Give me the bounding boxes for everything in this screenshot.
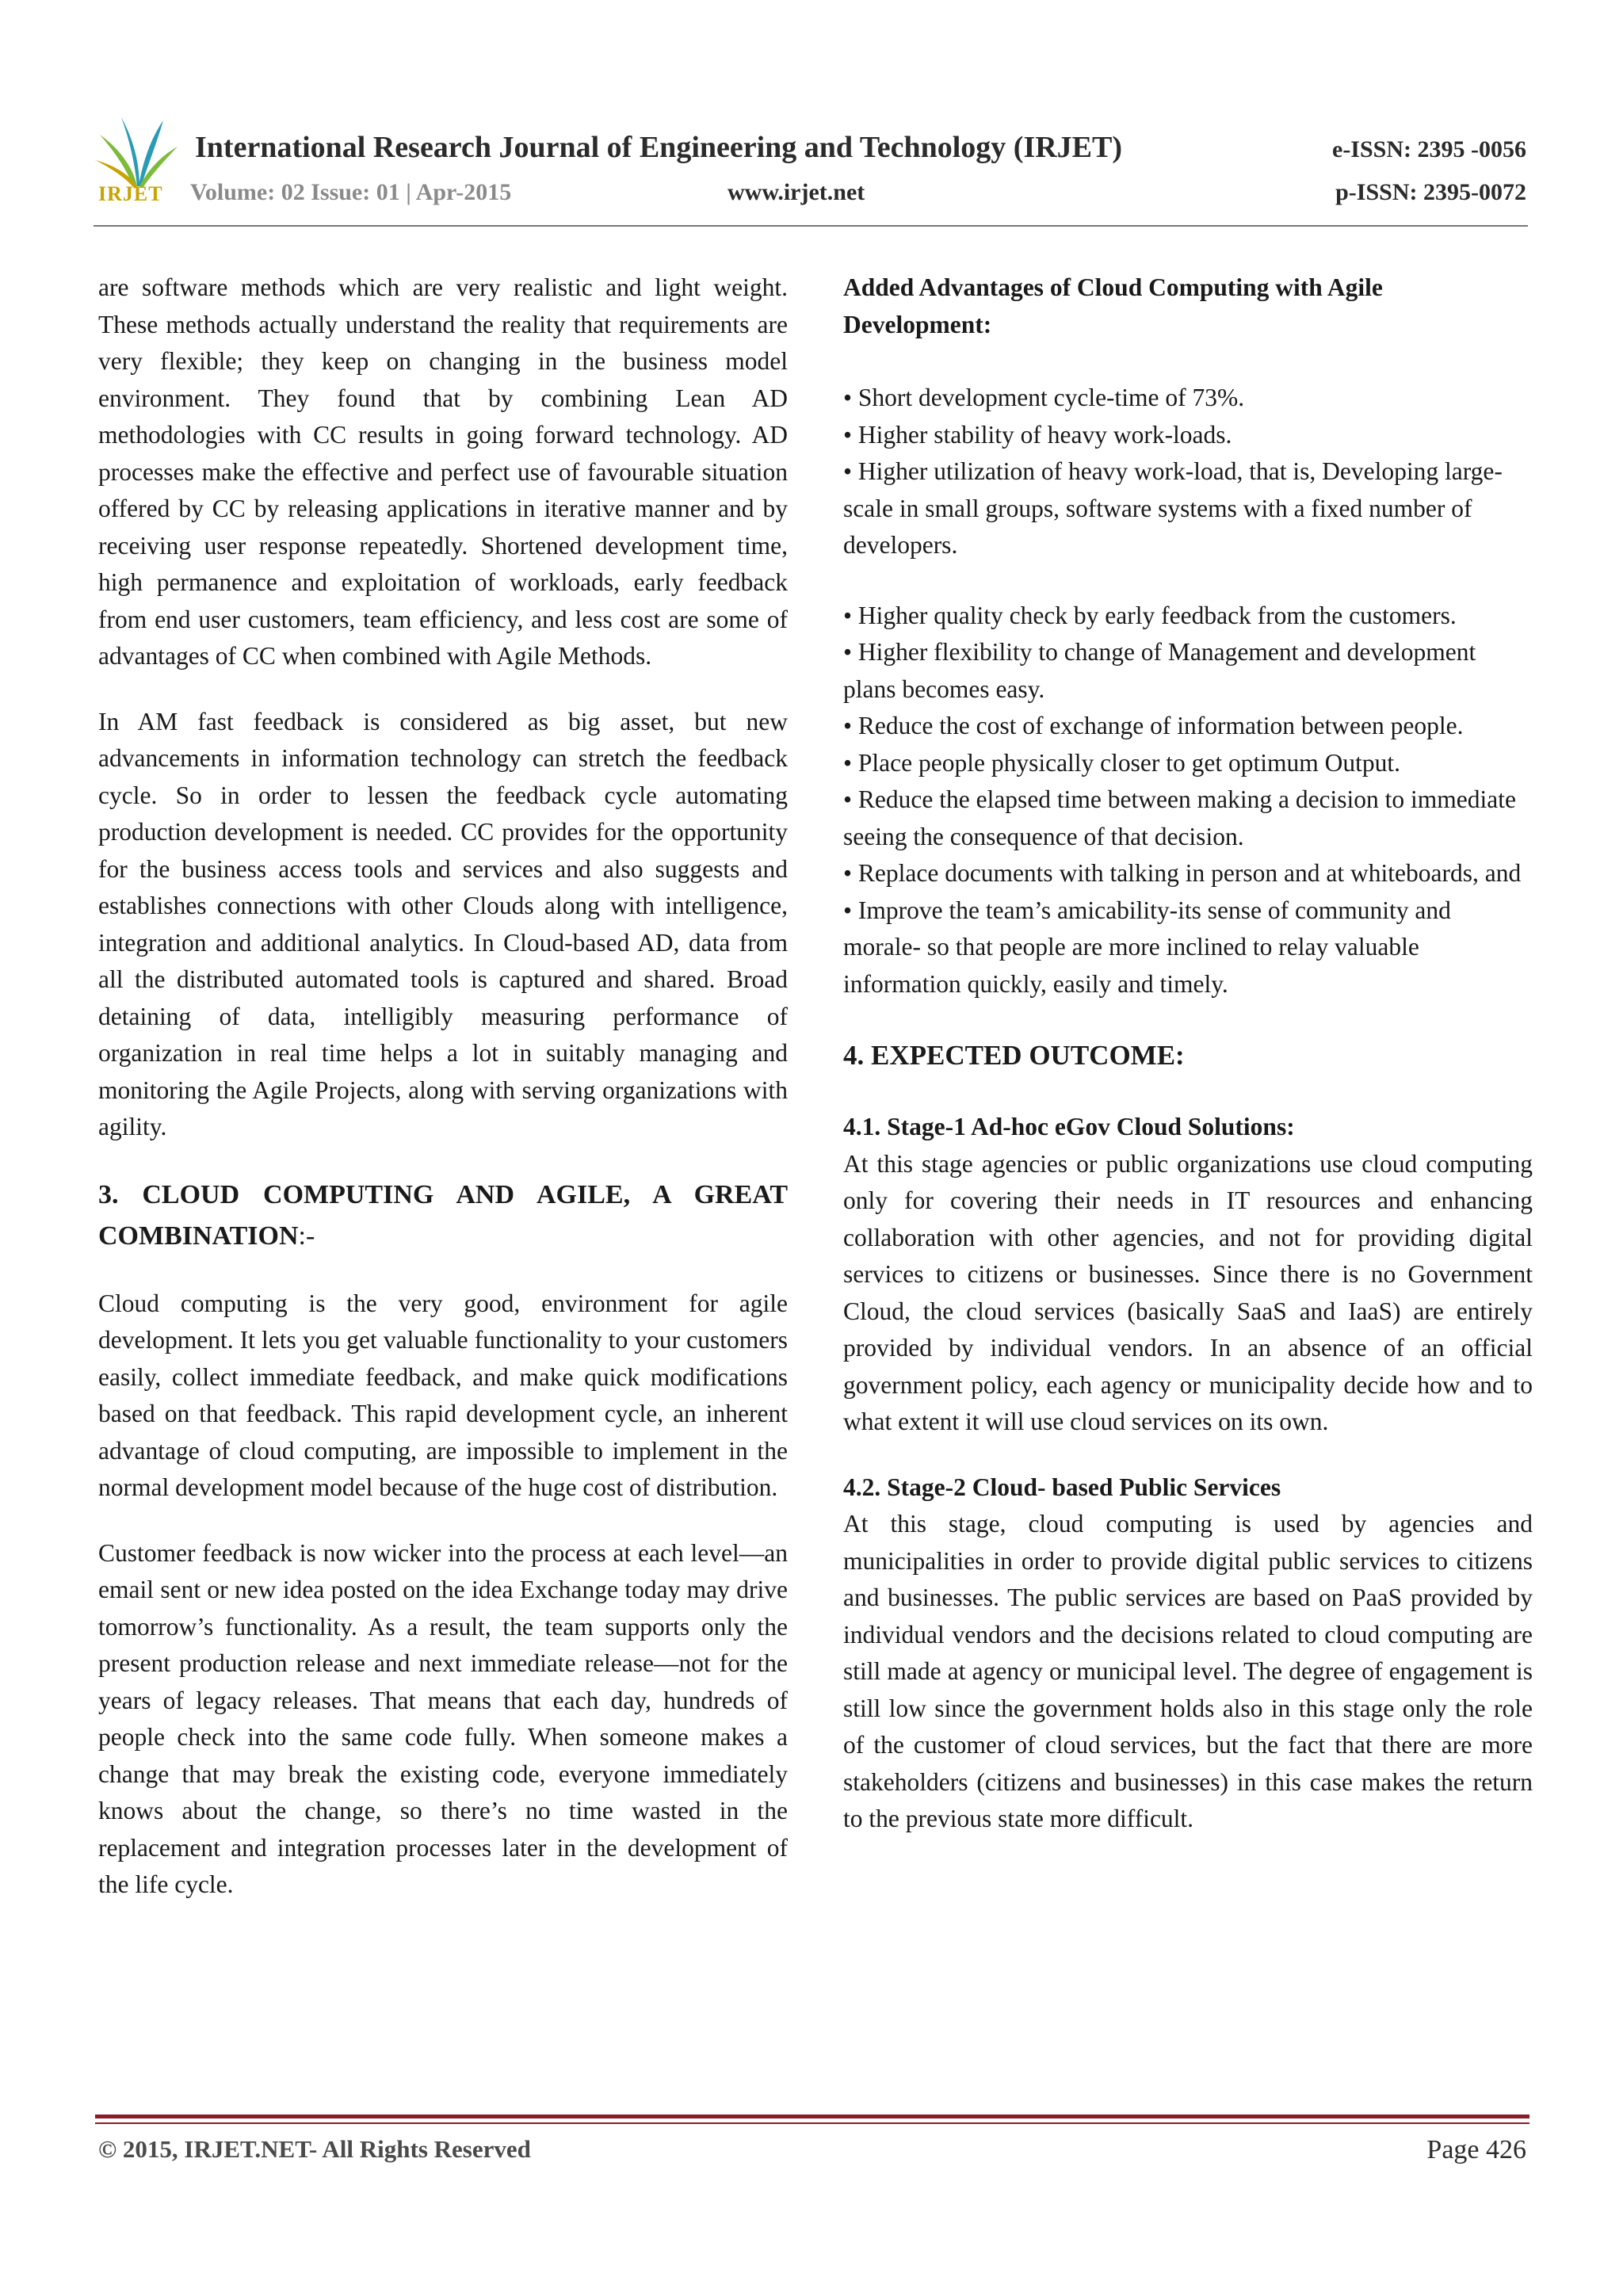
advantages-title: Added Advantages of Cloud Computing with Agile Development: bbox=[843, 273, 1383, 338]
advantages-list-1 bbox=[843, 380, 1533, 564]
subsection-4-2-heading: 4.2. Stage-2 Cloud- based Public Services bbox=[843, 1473, 1281, 1501]
paragraph-customer-feedback: Customer feedback is now wicker into the process at each level—an email sent or new idea posted on the idea Exchange today may drive tomorrow’s functionality. As a result, the team supports only the present production release and next immediate release—not for the years of legacy releases. That means that each day, hundreds of people check into the same code fully. When someone makes a change that may break the existing code, everyone immediately knows about the change, so there’s no time wasted in the replacement and integration processes later in the development of the life cycle. bbox=[98, 1538, 788, 1898]
footer-divider bbox=[95, 2115, 1529, 2118]
list-item: • Higher flexibility to change of Management and development plans becomes easy. bbox=[843, 638, 1476, 703]
page-header bbox=[0, 0, 1623, 238]
left-column bbox=[98, 269, 788, 1904]
list-item: • Improve the team’s amicability-its sense of community and morale- so that people are more inclined to relay valuable information quickly, easily and timely. bbox=[843, 896, 1451, 998]
journal-website-link[interactable]: www.irjet.net bbox=[727, 179, 865, 205]
paragraph-fast-feedback: In AM fast feedback is considered as big asset, but new advancements in information technology can stretch the feedback cycle. So in order to lessen the feedback cycle automating production development is needed. CC provides for the opportunity for the business access tools and services and also suggests and establishes connections with other Clouds along with intelligence, integration and additional analytics. In Cloud-based AD, data from all the distributed automated tools is captured and shared. Broad detaining of data, intelligibly measuring performance of organization in real time helps a lot in suitably managing and monitoring the Agile Projects, along with serving organizations with agility. bbox=[98, 707, 788, 1140]
paragraph-agile-intro: are software methods which are very realistic and light weight. These methods actually understand the reality that requirements are very flexible; they keep on changing in the business model environment. They found that by combining Lean AD methodologies with CC results in going forward technology. AD processes make the effective and perfect use of favourable situation offered by CC by releasing applications in iterative manner and by receiving user response repeatedly. Shortened development time, high permanence and exploitation of workloads, early feedback from end user customers, team efficiency, and less cost are some of advantages of CC when combined with Agile Methods. bbox=[98, 273, 788, 670]
journal-title: International Research Journal of Engineering and Technology (IRJET) bbox=[195, 131, 1123, 164]
paragraph-stage-2: At this stage, cloud computing is used by agencies and municipalities in order to provide digital public services to citizens and businesses. The public services are based on PaaS provided by individual vendors and the decisions related to cloud computing are still made at agency or municipal level. The degree of engagement is still low since the government holds also in this stage only the role of the customer of cloud services, but the fact that there are more stakeholders (citizens and businesses) in this case makes the return to the previous state more difficult. bbox=[843, 1510, 1533, 1832]
paragraph-stage-1: At this stage agencies or public organizations use cloud computing only for covering their needs in IT resources and enhancing collaboration with other agencies, and not for providing digital services to citizens or businesses. Since there is no Government Cloud, the cloud services (basically SaaS and IaaS) are entirely provided by individual vendors. In an absence of an official government policy, each agency or municipality decide how and to what extent it will use cloud services on its own. bbox=[843, 1149, 1533, 1435]
list-item: • Higher quality check by early feedback from the customers. bbox=[843, 601, 1457, 629]
pissn: p-ISSN: 2395-0072 bbox=[1335, 179, 1526, 205]
section-4-heading: 4. EXPECTED OUTCOME: bbox=[843, 1040, 1185, 1071]
list-item: • Replace documents with talking in person and at whiteboards, and bbox=[843, 859, 1522, 887]
footer-divider-thin bbox=[95, 2122, 1529, 2124]
list-item: • Short development cycle-time of 73%. bbox=[843, 384, 1245, 411]
list-item: • Higher stability of heavy work-loads. bbox=[843, 420, 1232, 449]
logo-text: IRJET bbox=[98, 182, 163, 205]
volume-issue: Volume: 02 Issue: 01 | Apr-2015 bbox=[190, 179, 512, 205]
advantages-list-2 bbox=[843, 598, 1533, 1003]
header-divider bbox=[94, 225, 1528, 227]
list-item: • Higher utilization of heavy work-load, that is, Developing large-scale in small groups, software systems with a fixed number of developers. bbox=[843, 457, 1503, 559]
page-number: Page 426 bbox=[1426, 2135, 1526, 2164]
right-column bbox=[843, 269, 1533, 1838]
section-3-heading: 3. CLOUD COMPUTING AND AGILE, A GREAT COMBINATION:- bbox=[98, 1179, 788, 1251]
list-item: • Reduce the elapsed time between making a decision to immediate seeing the consequence of that decision. bbox=[843, 785, 1516, 850]
eissn: e-ISSN: 2395 -0056 bbox=[1332, 136, 1526, 162]
list-item: • Place people physically closer to get optimum Output. bbox=[843, 748, 1401, 777]
subsection-4-1-heading: 4.1. Stage-1 Ad-hoc eGov Cloud Solutions: bbox=[843, 1113, 1295, 1140]
footer-copyright: © 2015, IRJET.NET- All Rights Reserved bbox=[98, 2135, 531, 2163]
paragraph-cloud-agile: Cloud computing is the very good, environment for agile development. It lets you get valuable functionality to your customers easily, collect immediate feedback, and make quick modifications based on that feedback. This rapid development cycle, an inherent advantage of cloud computing, are impossible to implement in the normal development model because of the huge cost of distribution. bbox=[98, 1289, 788, 1501]
list-item: • Reduce the cost of exchange of information between people. bbox=[843, 712, 1464, 739]
